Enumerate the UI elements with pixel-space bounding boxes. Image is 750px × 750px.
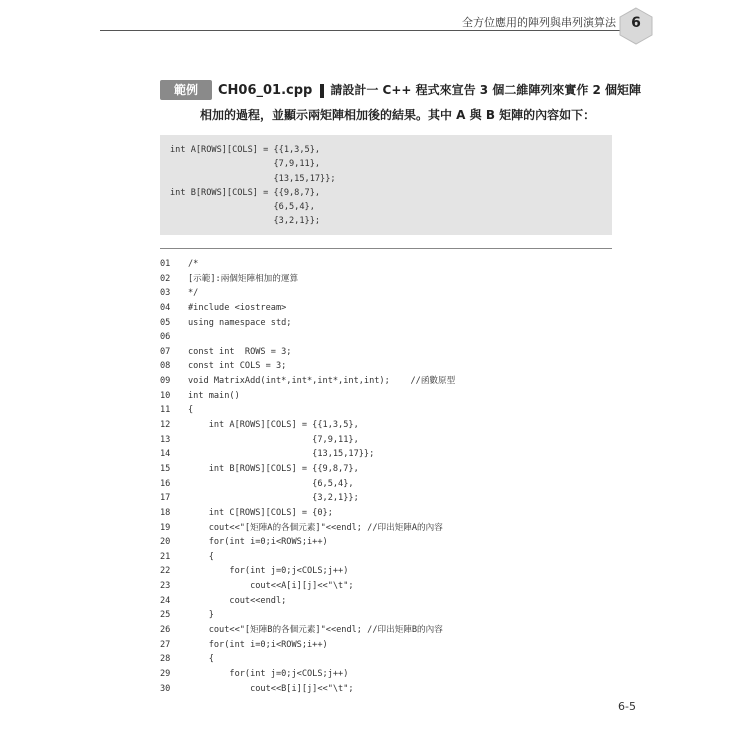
line-number: 09 — [160, 376, 171, 387]
line-code: } — [188, 610, 214, 621]
line-number: 15 — [160, 463, 171, 474]
heading-divider — [320, 84, 324, 98]
line-number: 22 — [160, 566, 171, 577]
code-line — [160, 667, 612, 682]
page-number: 6-5 — [618, 700, 636, 713]
line-code: void MatrixAdd(int*,int*,int*,int,int); //函數原型 — [188, 376, 456, 387]
code-line — [160, 535, 612, 550]
line-number: 06 — [160, 332, 171, 343]
code-line — [160, 477, 612, 492]
running-header-title: 全方位應用的陣列與串列演算法 — [462, 16, 616, 29]
example-text-line2: 相加的過程，並顯示兩矩陣相加後的結果。其中 A 與 B 矩陣的內容如下： — [200, 108, 596, 122]
line-code: cout<<"[矩陣A的各個元素]"<<endl; //印出矩陣A的內容 — [188, 522, 443, 533]
line-code: /* — [188, 259, 199, 269]
line-code: {3,2,1}}; — [188, 493, 359, 504]
line-code: cout<<B[i][j]<<"\t"; — [188, 683, 354, 694]
line-code: for(int j=0;j<COLS;j++) — [188, 668, 349, 679]
declaration-line: {13,15,17}}; — [170, 173, 336, 184]
example-text-line1: 請設計一 C++ 程式來宣告 3 個二維陣列來實作 2 個矩陣 — [330, 83, 642, 97]
code-listing-rule — [160, 248, 612, 249]
line-code: int A[ROWS][COLS] = {{1,3,5}, — [188, 420, 359, 431]
line-number: 28 — [160, 654, 171, 665]
code-line — [160, 521, 612, 536]
line-number: 05 — [160, 317, 171, 328]
line-code: {7,9,11}, — [188, 434, 359, 445]
line-number: 04 — [160, 302, 171, 313]
line-number: 16 — [160, 478, 171, 489]
declaration-line: {6,5,4}, — [170, 202, 315, 213]
line-code: const int COLS = 3; — [188, 361, 287, 372]
code-line — [160, 623, 612, 638]
header-rule — [100, 30, 620, 31]
line-code: for(int j=0;j<COLS;j++) — [188, 566, 349, 577]
matrix-declaration-code — [160, 135, 612, 229]
line-code: [示範]:兩個矩陣相加的運算 — [188, 273, 299, 284]
code-line — [160, 447, 612, 462]
line-code: */ — [188, 288, 199, 299]
line-code: { — [188, 654, 214, 665]
line-code: int main() — [188, 390, 240, 401]
code-line — [160, 418, 612, 433]
matrix-declaration-box — [160, 135, 612, 235]
code-line — [160, 608, 612, 623]
code-line — [160, 257, 612, 272]
code-line — [160, 389, 612, 404]
code-line — [160, 433, 612, 448]
line-code: cout<<endl; — [188, 595, 287, 606]
declaration-line: {7,9,11}, — [170, 159, 321, 170]
line-number: 11 — [160, 405, 171, 416]
line-number: 08 — [160, 361, 171, 372]
code-line — [160, 462, 612, 477]
line-code: int B[ROWS][COLS] = {{9,8,7}, — [188, 463, 359, 474]
line-code: const int ROWS = 3; — [188, 346, 292, 357]
line-number: 01 — [160, 259, 171, 269]
declaration-line: int A[ROWS][COLS] = {{1,3,5}, — [170, 145, 321, 155]
code-line — [160, 550, 612, 565]
line-number: 25 — [160, 610, 171, 621]
line-number: 29 — [160, 668, 171, 679]
chapter-number: 6 — [631, 15, 641, 31]
code-line — [160, 345, 612, 360]
line-code: {13,15,17}}; — [188, 449, 375, 460]
line-code: int C[ROWS][COLS] = {0}; — [188, 507, 333, 518]
line-number: 02 — [160, 273, 171, 284]
code-line — [160, 374, 612, 389]
line-code: {6,5,4}, — [188, 478, 354, 489]
line-code: cout<<"[矩陣B的各個元素]"<<endl; //印出矩陣B的內容 — [188, 625, 443, 636]
line-number: 26 — [160, 625, 171, 636]
code-line — [160, 506, 612, 521]
code-line — [160, 579, 612, 594]
line-code: cout<<A[i][j]<<"\t"; — [188, 581, 354, 592]
line-number: 20 — [160, 537, 171, 548]
line-code — [188, 330, 612, 345]
code-line — [160, 316, 612, 331]
code-line — [160, 491, 612, 506]
line-code: for(int i=0;i<ROWS;i++) — [188, 537, 328, 548]
line-number: 03 — [160, 288, 171, 299]
line-number: 13 — [160, 434, 171, 445]
line-code: { — [188, 405, 194, 416]
code-line — [160, 594, 612, 609]
line-number: 18 — [160, 507, 171, 518]
code-line — [160, 301, 612, 316]
line-number: 23 — [160, 581, 171, 592]
line-number: 07 — [160, 346, 171, 357]
code-line — [160, 652, 612, 667]
line-code: #include <iostream> — [188, 302, 287, 313]
line-number: 19 — [160, 522, 171, 533]
line-number: 10 — [160, 390, 171, 401]
line-number: 14 — [160, 449, 171, 460]
code-line — [160, 403, 612, 418]
code-line — [160, 286, 612, 301]
line-number: 21 — [160, 551, 171, 562]
code-line — [160, 272, 612, 287]
example-file-id: CH06_01.cpp — [218, 83, 313, 98]
line-number: 17 — [160, 493, 171, 504]
declaration-line: {3,2,1}}; — [170, 216, 321, 227]
line-number: 27 — [160, 639, 171, 650]
code-line — [160, 682, 612, 697]
code-line — [160, 330, 612, 345]
code-line — [160, 638, 612, 653]
line-code: for(int i=0;i<ROWS;i++) — [188, 639, 328, 650]
code-line — [160, 359, 612, 374]
code-listing — [160, 257, 612, 696]
example-badge: 範例 — [160, 80, 212, 100]
example-heading — [218, 80, 641, 101]
line-number: 12 — [160, 420, 171, 431]
line-number: 30 — [160, 683, 171, 694]
line-code: { — [188, 551, 214, 562]
line-code: using namespace std; — [188, 317, 292, 328]
line-number: 24 — [160, 595, 171, 606]
code-line — [160, 564, 612, 579]
declaration-line: int B[ROWS][COLS] = {{9,8,7}, — [170, 187, 321, 198]
